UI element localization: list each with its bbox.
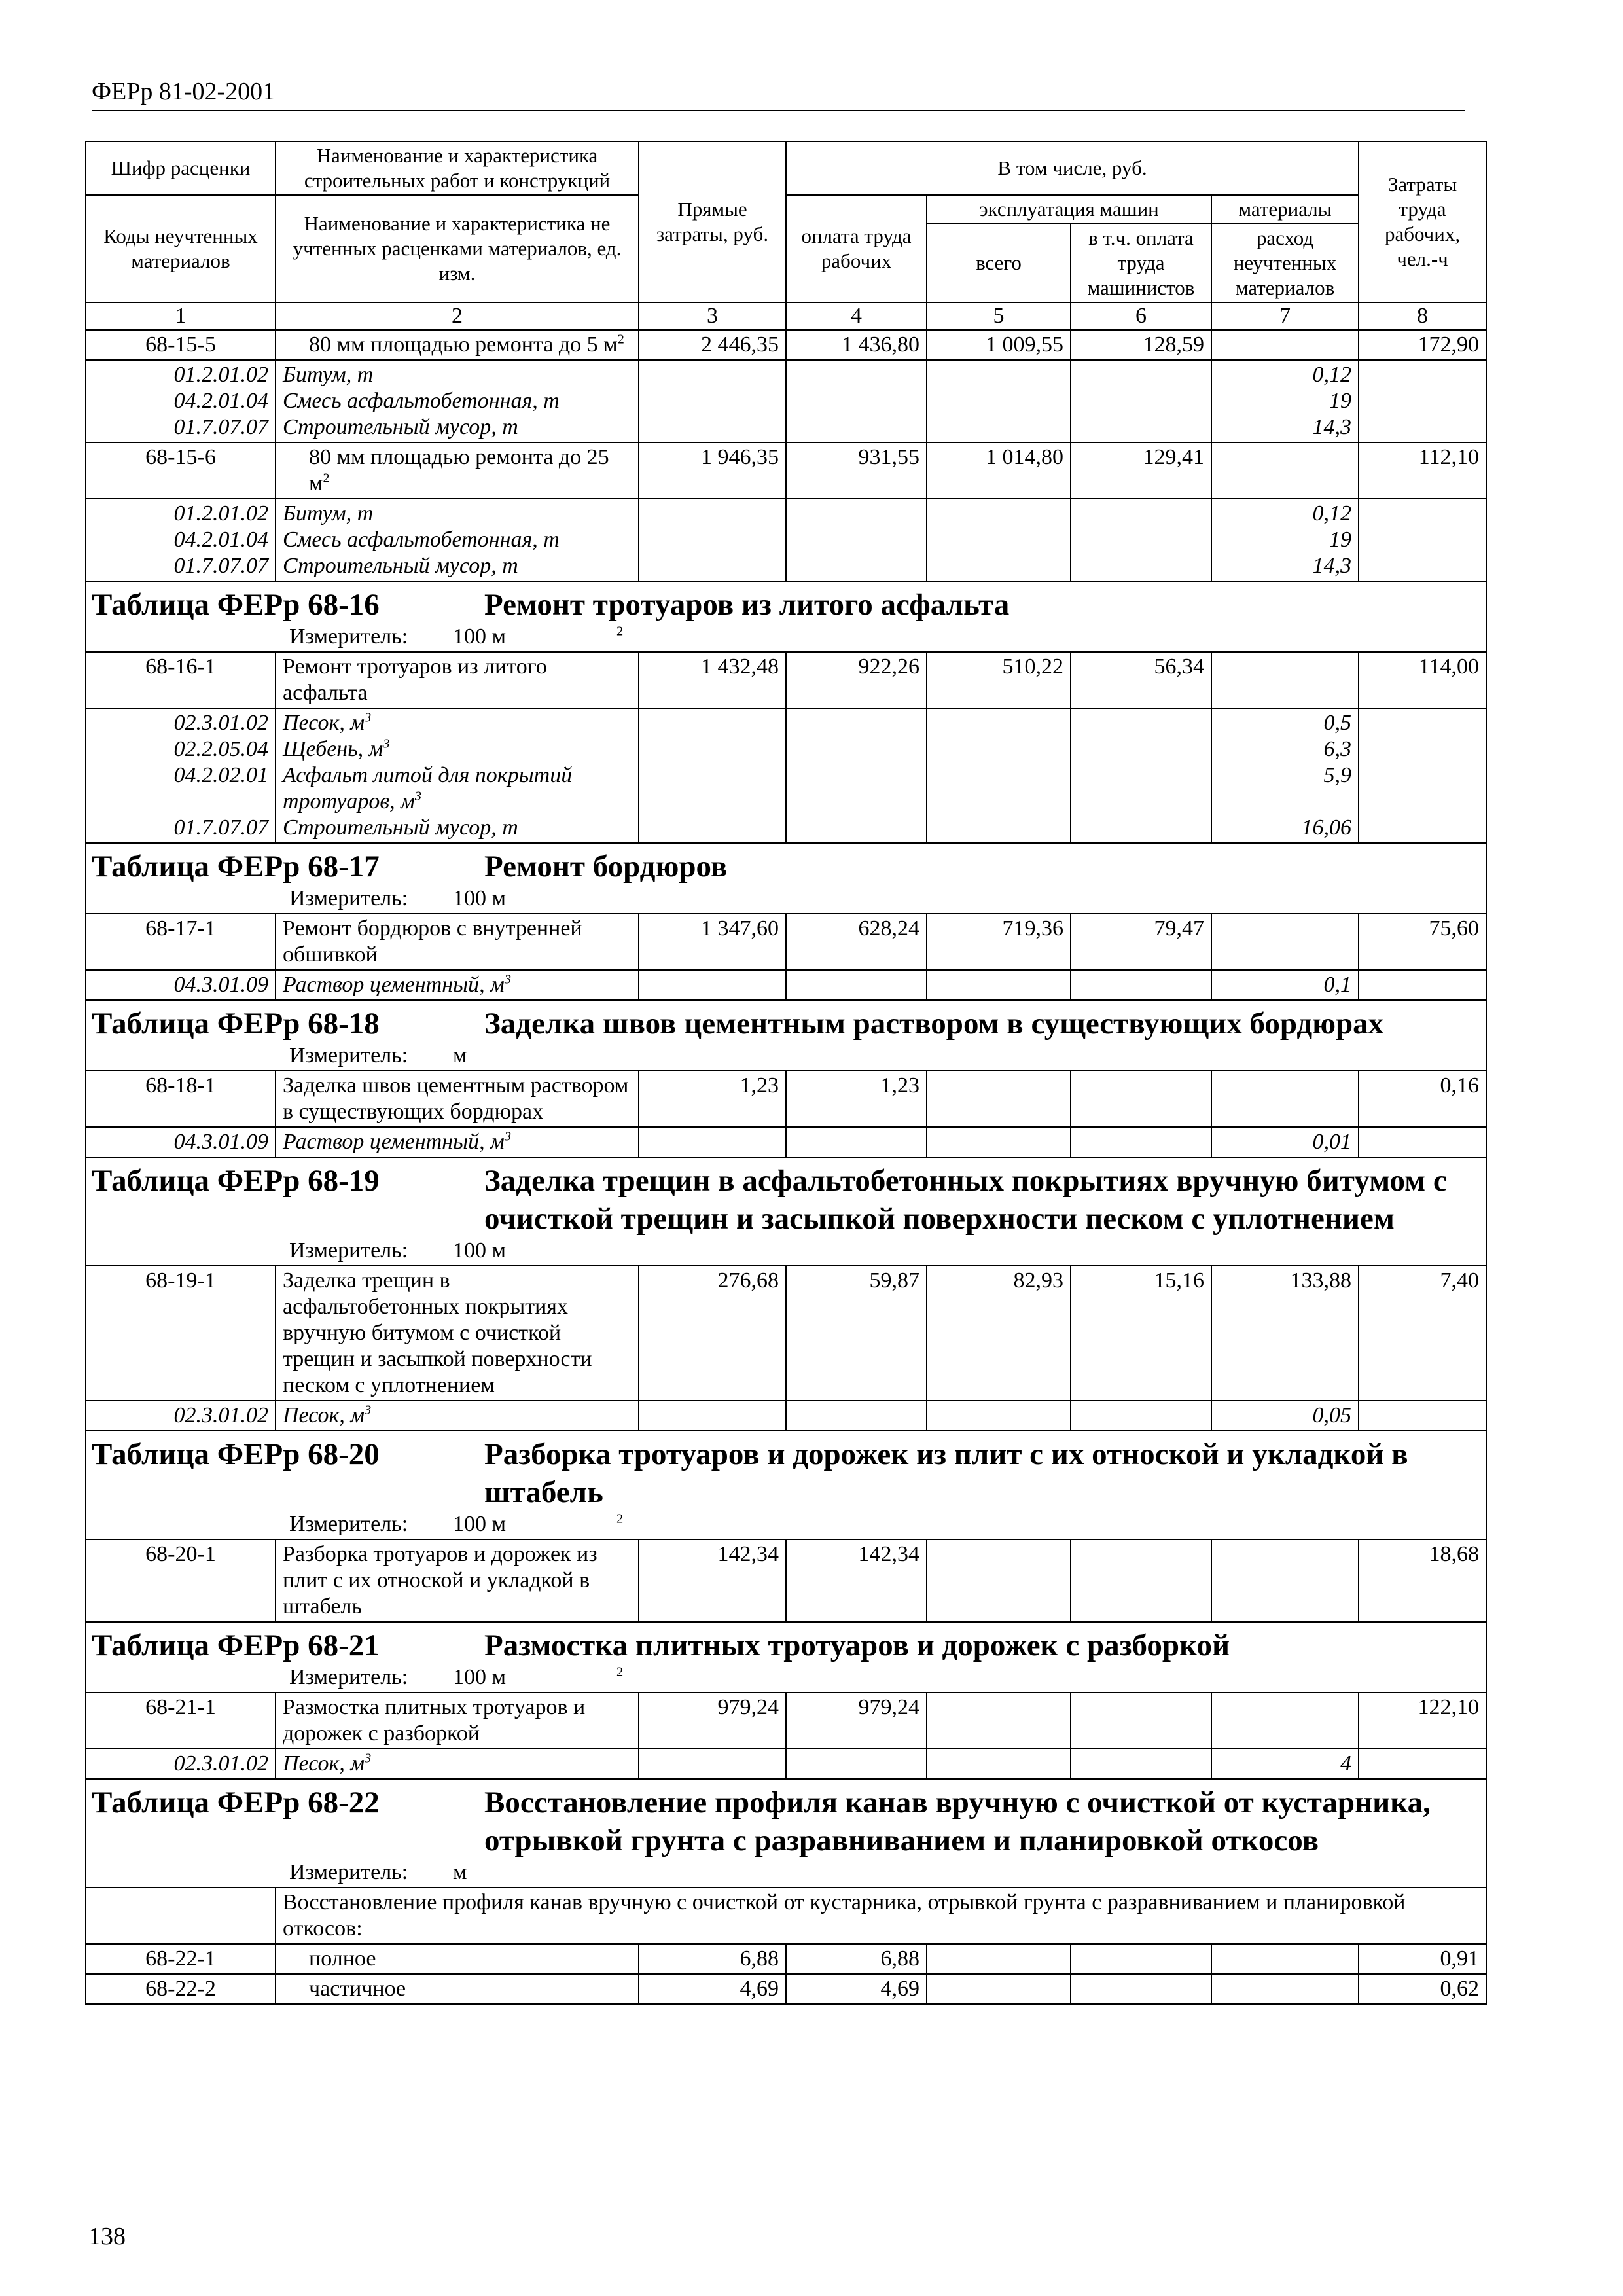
direct-cost: 1 432,48 <box>639 652 786 708</box>
materials-cost <box>1211 1071 1359 1127</box>
labor-hours: 7,40 <box>1359 1266 1486 1401</box>
col-head-vtch: в т.ч. оплата труда машинистов <box>1071 224 1211 302</box>
table-row <box>86 1266 1486 1401</box>
table-row <box>86 1944 1486 1974</box>
col-head-kody: Коды неучтенных материалов <box>86 195 276 302</box>
col-head-shifr: Шифр расценки <box>86 141 276 195</box>
measure-unit: Измеритель: 100 м $^2$ <box>289 624 624 649</box>
table-row <box>86 652 1486 708</box>
section-title <box>86 581 1486 652</box>
machinist-wage <box>1071 1944 1211 1974</box>
materials-row <box>86 1401 1486 1431</box>
col-head-naim: Наименование и характеристика строительных работ и конструкций <box>276 141 639 195</box>
rate-code: 68-19-1 <box>86 1266 276 1401</box>
rate-code: 68-15-6 <box>86 442 276 499</box>
wage-cost: 142,34 <box>786 1539 927 1622</box>
rate-name: частичное <box>276 1974 639 2004</box>
materials-cost <box>1211 330 1359 360</box>
machinist-wage: 56,34 <box>1071 652 1211 708</box>
labor-hours: 0,16 <box>1359 1071 1486 1127</box>
rate-name: полное <box>276 1944 639 1974</box>
rate-name: 80 мм площадью ремонта до 25 $м^2$ <box>276 442 639 499</box>
labor-hours: 18,68 <box>1359 1539 1486 1622</box>
rate-name: Заделка трещин в асфальтобетонных покрытиях вручную битумом с очисткой трещин и засыпкой поверхности песком с уплотнением <box>276 1266 639 1401</box>
wage-cost: 4,69 <box>786 1974 927 2004</box>
direct-cost: 1 946,35 <box>639 442 786 499</box>
labor-hours: 0,91 <box>1359 1944 1486 1974</box>
material-names: Песок, $м^3$ Щебень, $м^3$ Асфальт литой для покрытий тротуаров, $м^3$ Строительный мусор, т <box>276 708 639 843</box>
rate-name: 80 мм площадью ремонта до 5 $м^2$ <box>276 330 639 360</box>
section-heading: Заделка трещин в асфальтобетонных покрытиях вручную битумом с очисткой трещин и засыпкой поверхности песком с уплотнением <box>484 1164 1447 1236</box>
machinist-wage: 128,59 <box>1071 330 1211 360</box>
measure-unit: Измеритель: м <box>289 1043 467 1067</box>
materials-cost <box>1211 1944 1359 1974</box>
materials-cost <box>1211 1974 1359 2004</box>
material-codes: 02.3.01.02 <box>86 1401 276 1431</box>
rate-name: Разборка тротуаров и дорожек из плит с их отноской и укладкой в штабель <box>276 1539 639 1622</box>
col-num-8: 8 <box>1359 302 1486 330</box>
col-head-naim2: Наименование и характеристика не учтенных расценками материалов, ед. изм. <box>276 195 639 302</box>
material-codes: 01.2.01.02 04.2.01.04 01.7.07.07 <box>86 360 276 442</box>
rate-code: 68-21-1 <box>86 1693 276 1749</box>
table-row <box>86 330 1486 360</box>
wage-cost: 922,26 <box>786 652 927 708</box>
material-quantities: 0,05 <box>1211 1401 1359 1431</box>
section-heading: Восстановление профиля канав вручную с очисткой от кустарника, отрывкой грунта с разравниванием и планировкой откосов <box>484 1785 1431 1857</box>
machine-cost <box>927 1974 1071 2004</box>
col-head-oplata: оплата труда рабочих <box>786 195 927 302</box>
section-heading: Заделка швов цементным раствором в существующих бордюрах <box>484 1007 1384 1041</box>
section-label: Таблица ФЕРр 68-17 <box>92 850 380 884</box>
group-description: Восстановление профиля канав вручную с очисткой от кустарника, отрывкой грунта с разравниванием и планировкой откосов: <box>276 1888 1486 1944</box>
rate-code: 68-17-1 <box>86 914 276 970</box>
section-title <box>86 1000 1486 1071</box>
col-num-2: 2 <box>276 302 639 330</box>
machinist-wage <box>1071 1539 1211 1622</box>
rate-name: Размостка плитных тротуаров и дорожек с разборкой <box>276 1693 639 1749</box>
machine-cost: 510,22 <box>927 652 1071 708</box>
machine-cost <box>927 1071 1071 1127</box>
page-number: 138 <box>88 2223 126 2250</box>
section-title <box>86 1157 1486 1266</box>
col-num-7: 7 <box>1211 302 1359 330</box>
direct-cost: 6,88 <box>639 1944 786 1974</box>
document-code: ФЕРр 81-02-2001 <box>92 78 276 105</box>
machinist-wage: 15,16 <box>1071 1266 1211 1401</box>
rate-code: 68-18-1 <box>86 1071 276 1127</box>
rate-name: Ремонт тротуаров из литого асфальта <box>276 652 639 708</box>
direct-cost: 4,69 <box>639 1974 786 2004</box>
rate-code: 68-15-5 <box>86 330 276 360</box>
table-row <box>86 914 1486 970</box>
material-quantities: 4 <box>1211 1749 1359 1779</box>
section-title <box>86 1431 1486 1539</box>
section-title <box>86 1622 1486 1693</box>
wage-cost: 1,23 <box>786 1071 927 1127</box>
materials-cost <box>1211 442 1359 499</box>
materials-row <box>86 970 1486 1000</box>
material-names: Песок, $м^3$ <box>276 1401 639 1431</box>
section-label: Таблица ФЕРр 68-20 <box>92 1437 380 1471</box>
machinist-wage <box>1071 1693 1211 1749</box>
material-names: Битум, т Смесь асфальтобетонная, т Строительный мусор, т <box>276 499 639 581</box>
col-head-rashod: расход неучтенных материалов <box>1211 224 1359 302</box>
col-head-materialy: материалы <box>1211 195 1359 224</box>
section-title <box>86 843 1486 914</box>
labor-hours: 122,10 <box>1359 1693 1486 1749</box>
rate-code: 68-20-1 <box>86 1539 276 1622</box>
rate-code: 68-22-1 <box>86 1944 276 1974</box>
wage-cost: 1 436,80 <box>786 330 927 360</box>
col-head-ekspl: эксплуатация машин <box>927 195 1211 224</box>
material-names: Песок, $м^3$ <box>276 1749 639 1779</box>
materials-row <box>86 360 1486 442</box>
section-heading: Ремонт тротуаров из литого асфальта <box>484 588 1010 622</box>
wage-cost: 6,88 <box>786 1944 927 1974</box>
materials-cost: 133,88 <box>1211 1266 1359 1401</box>
col-num-6: 6 <box>1071 302 1211 330</box>
section-label: Таблица ФЕРр 68-18 <box>92 1007 380 1041</box>
labor-hours: 75,60 <box>1359 914 1486 970</box>
section-heading: Размостка плитных тротуаров и дорожек с разборкой <box>484 1628 1230 1662</box>
labor-hours: 172,90 <box>1359 330 1486 360</box>
material-quantities: 0,5 6,3 5,9 16,06 <box>1211 708 1359 843</box>
section-label: Таблица ФЕРр 68-16 <box>92 588 380 622</box>
rate-code: 68-16-1 <box>86 652 276 708</box>
rate-name: Ремонт бордюров с внутренней обшивкой <box>276 914 639 970</box>
section-title <box>86 1779 1486 1888</box>
materials-row <box>86 708 1486 843</box>
material-names: Битум, т Смесь асфальтобетонная, т Строительный мусор, т <box>276 360 639 442</box>
measure-unit: Измеритель: 100 м $^2$ <box>289 1664 624 1689</box>
group-row <box>86 1888 1486 1944</box>
section-heading: Разборка тротуаров и дорожек из плит с их отноской и укладкой в штабель <box>484 1437 1408 1509</box>
machinist-wage: 79,47 <box>1071 914 1211 970</box>
rates-table <box>85 141 1487 2005</box>
machine-cost: 1 009,55 <box>927 330 1071 360</box>
material-codes: 02.3.01.02 <box>86 1749 276 1779</box>
machine-cost <box>927 1539 1071 1622</box>
direct-cost: 142,34 <box>639 1539 786 1622</box>
header-rule <box>92 110 1465 111</box>
col-head-vsego: всего <box>927 224 1071 302</box>
col-num-3: 3 <box>639 302 786 330</box>
col-head-zatraty: Затраты труда рабочих, чел.-ч <box>1359 141 1486 302</box>
material-names: Раствор цементный, $м^3$ <box>276 970 639 1000</box>
table-row <box>86 442 1486 499</box>
material-quantities: 0,1 <box>1211 970 1359 1000</box>
machinist-wage <box>1071 1071 1211 1127</box>
machine-cost <box>927 1693 1071 1749</box>
machine-cost: 1 014,80 <box>927 442 1071 499</box>
material-names: Раствор цементный, $м^3$ <box>276 1127 639 1157</box>
direct-cost: 1,23 <box>639 1071 786 1127</box>
direct-cost: 1 347,60 <box>639 914 786 970</box>
material-codes: 04.3.01.09 <box>86 970 276 1000</box>
machinist-wage: 129,41 <box>1071 442 1211 499</box>
section-label: Таблица ФЕРр 68-19 <box>92 1164 380 1198</box>
materials-row <box>86 1749 1486 1779</box>
material-quantities: 0,01 <box>1211 1127 1359 1157</box>
measure-unit: Измеритель: 100 м $^2$ <box>289 1511 624 1536</box>
col-head-v-tom-chisle: В том числе, руб. <box>786 141 1359 195</box>
materials-cost <box>1211 1539 1359 1622</box>
col-num-1: 1 <box>86 302 276 330</box>
table-row <box>86 1071 1486 1127</box>
machine-cost: 719,36 <box>927 914 1071 970</box>
rate-name: Заделка швов цементным раствором в существующих бордюрах <box>276 1071 639 1127</box>
section-label: Таблица ФЕРр 68-21 <box>92 1628 380 1662</box>
materials-row <box>86 1127 1486 1157</box>
col-head-pryamye: Прямые затраты, руб. <box>639 141 786 302</box>
material-quantities: 0,12 19 14,3 <box>1211 499 1359 581</box>
labor-hours: 0,62 <box>1359 1974 1486 2004</box>
direct-cost: 276,68 <box>639 1266 786 1401</box>
materials-row <box>86 499 1486 581</box>
material-codes: 01.2.01.02 04.2.01.04 01.7.07.07 <box>86 499 276 581</box>
col-num-4: 4 <box>786 302 927 330</box>
section-heading: Ремонт бордюров <box>484 850 728 884</box>
materials-cost <box>1211 914 1359 970</box>
machinist-wage <box>1071 1974 1211 2004</box>
machine-cost <box>927 1944 1071 1974</box>
measure-unit: Измеритель: 100 м <box>289 886 507 910</box>
material-quantities: 0,12 19 14,3 <box>1211 360 1359 442</box>
direct-cost: 2 446,35 <box>639 330 786 360</box>
wage-cost: 628,24 <box>786 914 927 970</box>
labor-hours: 112,10 <box>1359 442 1486 499</box>
measure-unit: Измеритель: м <box>289 1860 467 1884</box>
table-row <box>86 1974 1486 2004</box>
table-row <box>86 1693 1486 1749</box>
wage-cost: 979,24 <box>786 1693 927 1749</box>
col-num-5: 5 <box>927 302 1071 330</box>
materials-cost <box>1211 1693 1359 1749</box>
material-codes: 04.3.01.09 <box>86 1127 276 1157</box>
measure-unit: Измеритель: 100 м <box>289 1238 507 1263</box>
materials-cost <box>1211 652 1359 708</box>
machine-cost: 82,93 <box>927 1266 1071 1401</box>
rate-code: 68-22-2 <box>86 1974 276 2004</box>
wage-cost: 59,87 <box>786 1266 927 1401</box>
labor-hours: 114,00 <box>1359 652 1486 708</box>
table-row <box>86 1539 1486 1622</box>
section-label: Таблица ФЕРр 68-22 <box>92 1785 380 1820</box>
material-codes: 02.3.01.02 02.2.05.04 04.2.02.01 01.7.07.07 <box>86 708 276 843</box>
wage-cost: 931,55 <box>786 442 927 499</box>
direct-cost: 979,24 <box>639 1693 786 1749</box>
